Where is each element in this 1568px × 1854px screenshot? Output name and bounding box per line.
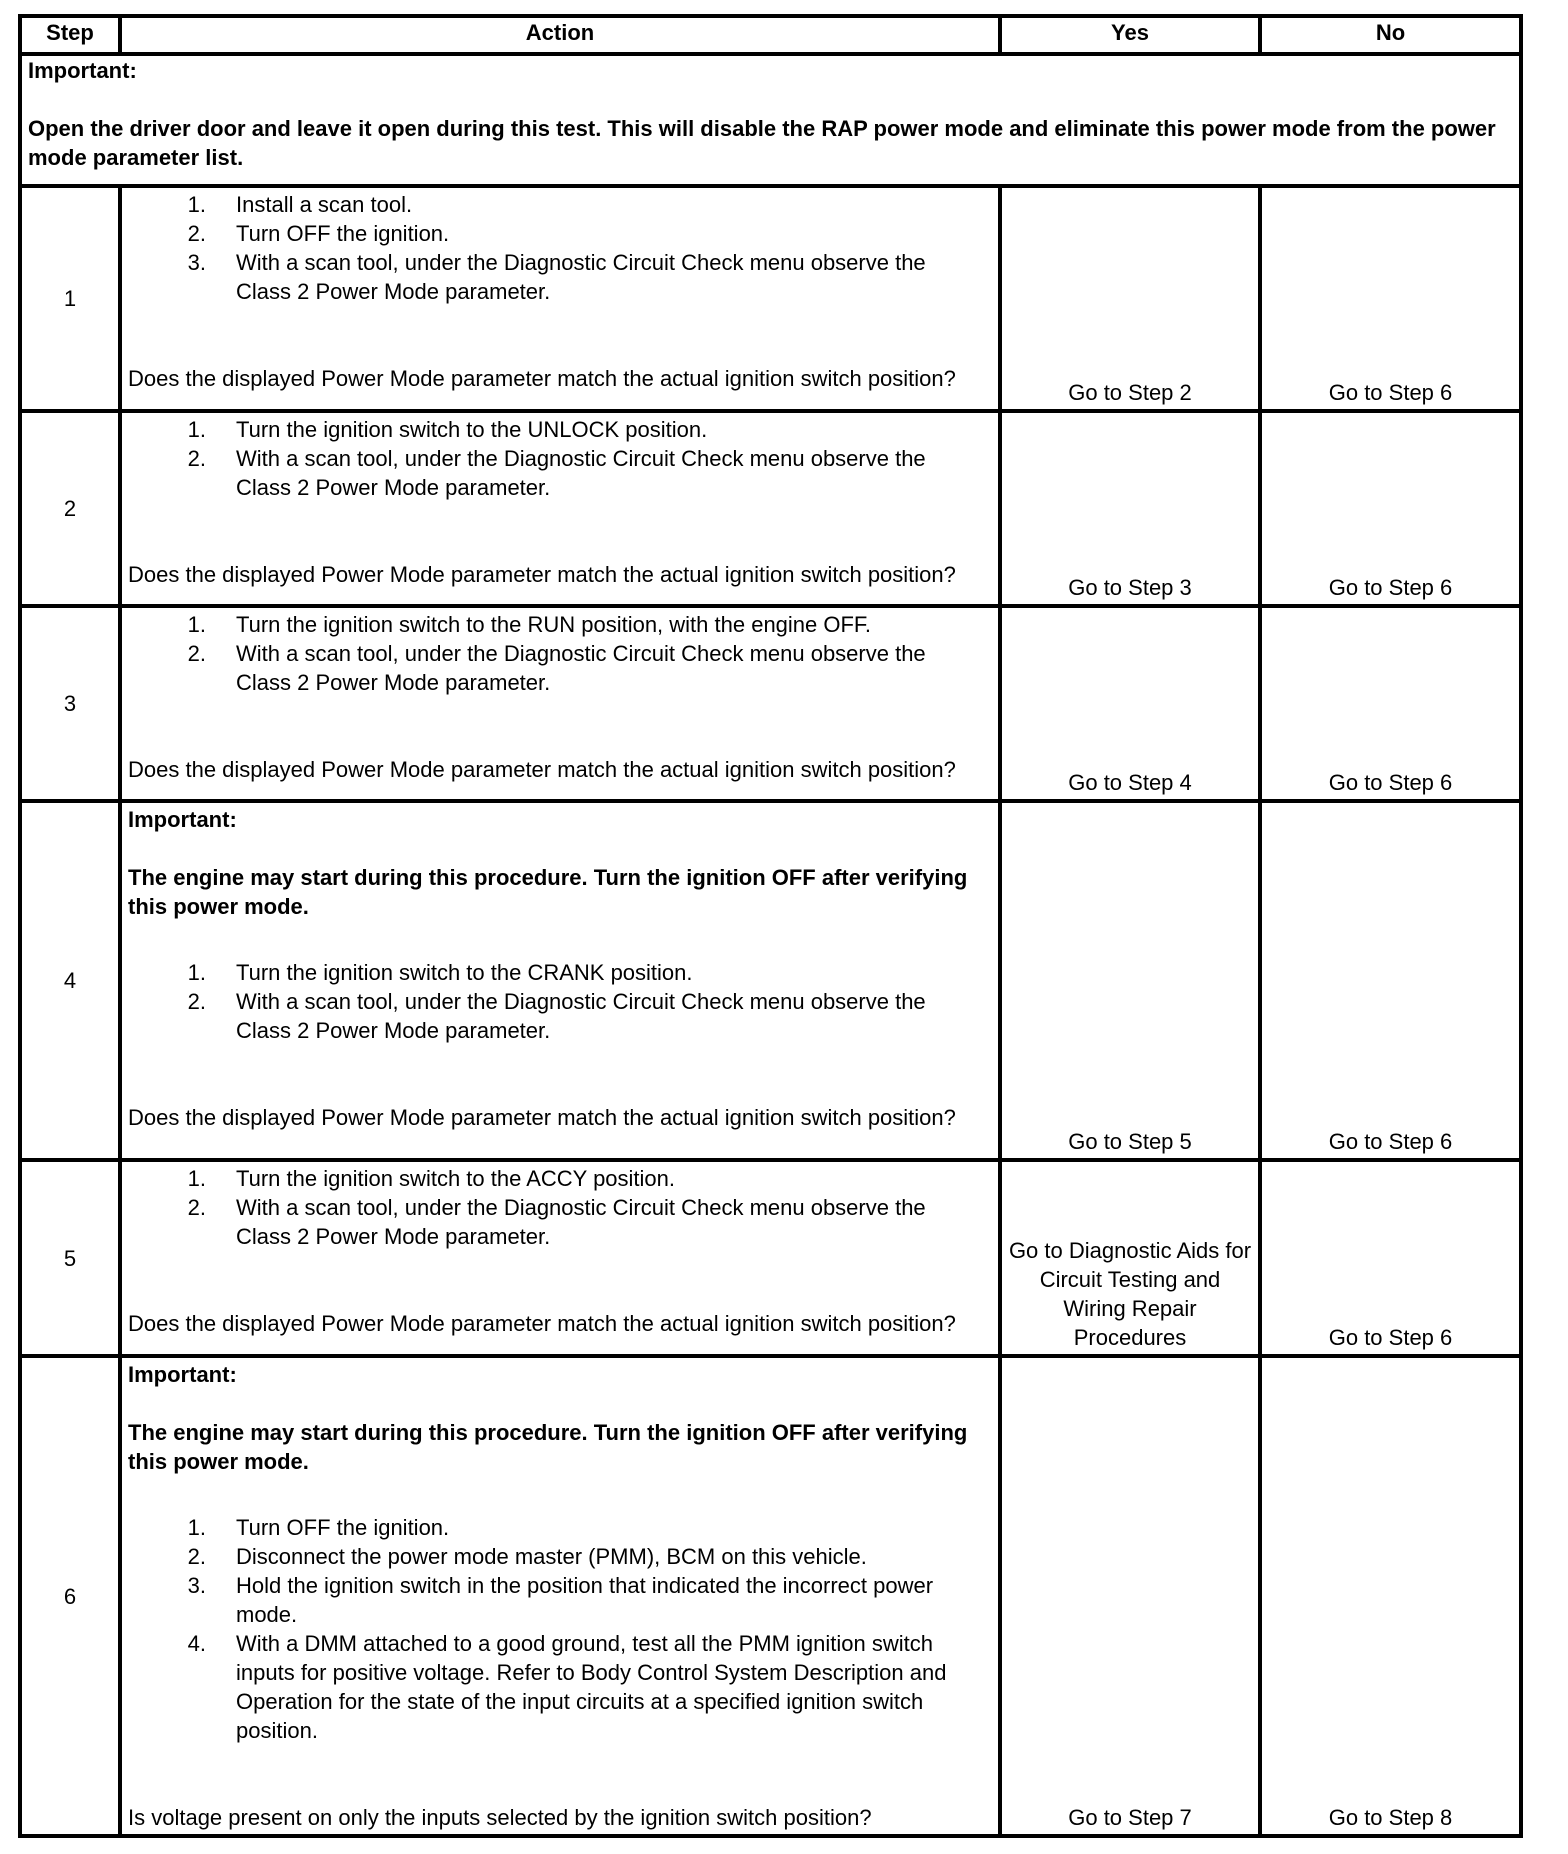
action-cell — [120, 186, 1000, 411]
important-text: Open the driver door and leave it open during this test. This will disable the RAP power mode and eliminate this power mode from the power mode parameter list. — [28, 116, 1496, 170]
important-label: Important: — [128, 807, 237, 832]
question-text: Does the displayed Power Mode parameter match the actual ignition switch position? — [128, 1311, 956, 1336]
instruction-item — [128, 1164, 992, 1193]
item-number: 1. — [187, 612, 206, 637]
item-text: With a scan tool, under the Diagnostic Circuit Check menu observe the Class 2 Power Mode parameter. — [236, 446, 926, 500]
item-text: With a scan tool, under the Diagnostic Circuit Check menu observe the Class 2 Power Mode parameter. — [236, 250, 926, 304]
yes-link[interactable]: Go to Step 3 — [1000, 411, 1260, 606]
question-text: Does the displayed Power Mode parameter match the actual ignition switch position? — [128, 757, 956, 782]
instruction-list — [128, 415, 992, 502]
action-cell — [120, 1356, 1000, 1836]
instruction-list — [128, 1513, 992, 1745]
no-link[interactable]: Go to Step 8 — [1260, 1356, 1521, 1836]
item-text: Turn OFF the ignition. — [236, 1515, 450, 1540]
item-number: 4. — [187, 1631, 206, 1656]
step-number: 2 — [20, 411, 120, 606]
diagnostic-table — [18, 14, 1523, 1838]
instruction-item — [128, 415, 992, 444]
yes-link[interactable]: Go to Step 5 — [1000, 801, 1260, 1160]
instruction-item — [128, 219, 992, 248]
important-banner-row — [20, 54, 1521, 186]
instruction-item — [128, 1629, 992, 1745]
item-number: 1. — [187, 417, 206, 442]
item-text: Turn the ignition switch to the ACCY position. — [236, 1166, 676, 1191]
item-text: Turn the ignition switch to the CRANK position. — [236, 960, 693, 985]
no-link[interactable]: Go to Step 6 — [1260, 606, 1521, 801]
item-number: 1. — [187, 1166, 206, 1191]
item-number: 2. — [187, 989, 206, 1014]
yes-link[interactable]: Go to Diagnostic Aids for Circuit Testing and Wiring Repair Procedures — [1000, 1160, 1260, 1356]
action-cell — [120, 606, 1000, 801]
item-number: 2. — [187, 446, 206, 471]
important-text: The engine may start during this procedure. Turn the ignition OFF after verifying this power mode. — [128, 865, 968, 919]
item-text: Turn OFF the ignition. — [236, 221, 450, 246]
item-number: 2. — [187, 1544, 206, 1569]
instruction-list — [128, 610, 992, 697]
item-text: Hold the ignition switch in the position that indicated the incorrect power mode. — [236, 1573, 934, 1627]
instruction-item — [128, 987, 992, 1045]
yes-link[interactable]: Go to Step 7 — [1000, 1356, 1260, 1836]
item-text: With a scan tool, under the Diagnostic Circuit Check menu observe the Class 2 Power Mode parameter. — [236, 641, 926, 695]
item-number: 3. — [187, 1573, 206, 1598]
header-action: Action — [120, 16, 1000, 54]
instruction-item — [128, 958, 992, 987]
question-text: Is voltage present on only the inputs selected by the ignition switch position? — [128, 1805, 872, 1830]
step-number: 4 — [20, 801, 120, 1160]
instruction-item — [128, 190, 992, 219]
item-text: Install a scan tool. — [236, 192, 413, 217]
item-number: 1. — [187, 1515, 206, 1540]
instruction-item — [128, 1193, 992, 1251]
item-text: Turn the ignition switch to the RUN position, with the engine OFF. — [236, 612, 872, 637]
item-number: 3. — [187, 250, 206, 275]
no-link[interactable]: Go to Step 6 — [1260, 411, 1521, 606]
item-number: 1. — [187, 960, 206, 985]
no-link[interactable]: Go to Step 6 — [1260, 186, 1521, 411]
instruction-item — [128, 610, 992, 639]
item-text: With a scan tool, under the Diagnostic Circuit Check menu observe the Class 2 Power Mode parameter. — [236, 1195, 926, 1249]
step-number: 1 — [20, 186, 120, 411]
item-number: 2. — [187, 221, 206, 246]
question-text: Does the displayed Power Mode parameter match the actual ignition switch position? — [128, 366, 956, 391]
header-row — [20, 16, 1521, 54]
header-yes: Yes — [1000, 16, 1260, 54]
header-no: No — [1260, 16, 1521, 54]
table-row-step-1 — [20, 186, 1521, 411]
item-text: Turn the ignition switch to the UNLOCK position. — [236, 417, 708, 442]
item-number: 2. — [187, 1195, 206, 1220]
important-banner — [20, 54, 1521, 186]
table-row-step-2 — [20, 411, 1521, 606]
table-row-step-3 — [20, 606, 1521, 801]
instruction-item — [128, 444, 992, 502]
action-cell — [120, 801, 1000, 1160]
table-row-step-5 — [20, 1160, 1521, 1356]
item-text: Disconnect the power mode master (PMM), BCM on this vehicle. — [236, 1544, 867, 1569]
instruction-item — [128, 1542, 992, 1571]
step-number: 5 — [20, 1160, 120, 1356]
instruction-item — [128, 248, 992, 306]
header-step: Step — [20, 16, 120, 54]
instruction-item — [128, 1571, 992, 1629]
step-number: 3 — [20, 606, 120, 801]
action-cell — [120, 1160, 1000, 1356]
table-row-step-6 — [20, 1356, 1521, 1836]
table-row-step-4 — [20, 801, 1521, 1160]
no-link[interactable]: Go to Step 6 — [1260, 1160, 1521, 1356]
step-number: 6 — [20, 1356, 120, 1836]
yes-link[interactable]: Go to Step 2 — [1000, 186, 1260, 411]
question-text: Does the displayed Power Mode parameter match the actual ignition switch position? — [128, 562, 956, 587]
action-cell — [120, 411, 1000, 606]
important-label: Important: — [128, 1362, 237, 1387]
important-label: Important: — [28, 58, 137, 83]
instruction-item — [128, 1513, 992, 1542]
instruction-item — [128, 639, 992, 697]
item-text: With a scan tool, under the Diagnostic Circuit Check menu observe the Class 2 Power Mode parameter. — [236, 989, 926, 1043]
question-text: Does the displayed Power Mode parameter match the actual ignition switch position? — [128, 1105, 956, 1130]
item-text: With a DMM attached to a good ground, test all the PMM ignition switch inputs for positive voltage. Refer to Body Control System Description and Operation for the state of the input circuits at a specified ignition switch position. — [236, 1631, 947, 1743]
item-number: 2. — [187, 641, 206, 666]
important-text: The engine may start during this procedure. Turn the ignition OFF after verifying this power mode. — [128, 1420, 968, 1474]
item-number: 1. — [187, 192, 206, 217]
instruction-list — [128, 958, 992, 1045]
instruction-list — [128, 190, 992, 306]
instruction-list — [128, 1164, 992, 1251]
no-link[interactable]: Go to Step 6 — [1260, 801, 1521, 1160]
yes-link[interactable]: Go to Step 4 — [1000, 606, 1260, 801]
